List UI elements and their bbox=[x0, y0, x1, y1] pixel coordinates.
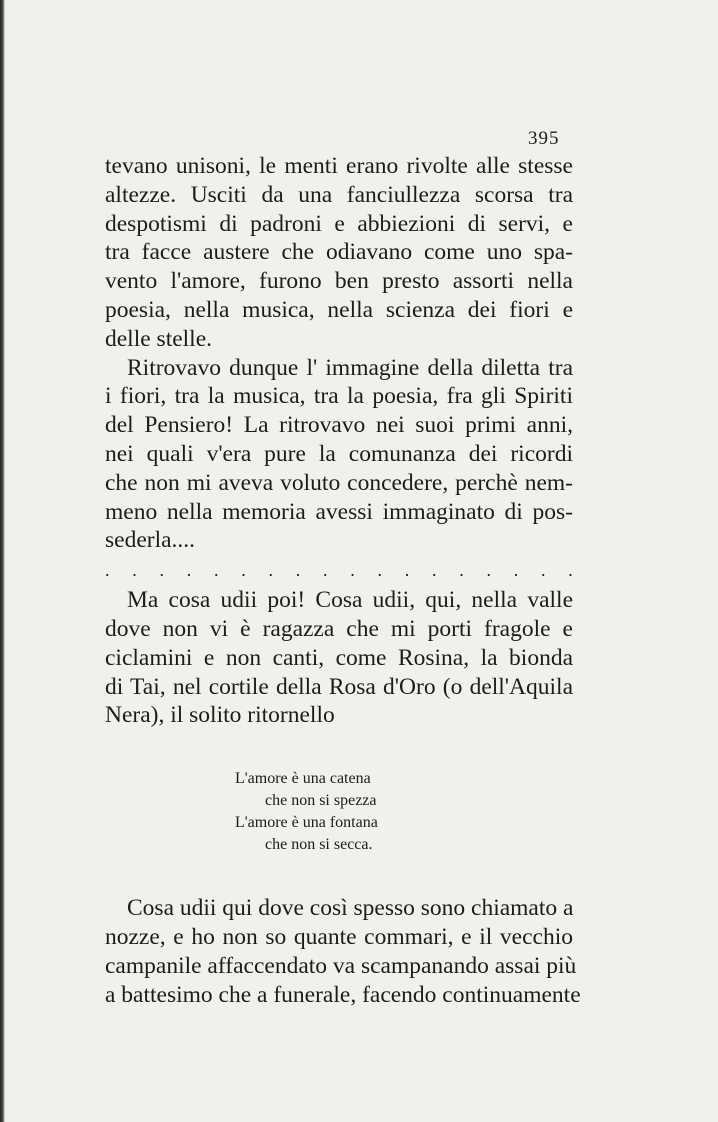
separator-dot: . bbox=[568, 560, 573, 581]
text-line: altezze. Usciti da una fanciullezza scorsa tra bbox=[105, 181, 573, 208]
text-body bbox=[105, 152, 581, 1009]
text-line: vento l'amore, furono ben presto assorti nella bbox=[105, 268, 573, 295]
paragraph-1 bbox=[105, 152, 573, 354]
separator-dot: . bbox=[404, 560, 410, 581]
paragraph-4 bbox=[105, 894, 581, 1009]
text-line: tra facce austere che odiavano come uno spa- bbox=[105, 239, 573, 266]
separator-dot: . bbox=[486, 560, 491, 581]
separator-dot: . bbox=[513, 560, 519, 581]
text-line: ciclamini e non canti, come Rosina, la bionda bbox=[105, 644, 573, 671]
separator-dot: . bbox=[350, 560, 355, 581]
text-line: meno nella memoria avessi immaginato di pos- bbox=[105, 498, 573, 525]
text-line: nei quali v'era pure la comunanza dei ricordi bbox=[105, 440, 573, 467]
text-line: despotismi di padroni e abbiezioni di servi, e bbox=[105, 210, 573, 237]
text-line: a battesimo che a funerale, facendo continuamente bbox=[105, 981, 581, 1008]
text-line: i fiori, tra la musica, tra la poesia, fra gli Spiriti bbox=[105, 383, 573, 410]
text-line: che non mi aveva voluto concedere, perchè nem- bbox=[105, 469, 573, 496]
text-line: tevano unisoni, le menti erano rivolte alle stesse bbox=[105, 153, 573, 179]
text-line: dove non vi è ragazza che mi porti fragole e bbox=[105, 615, 573, 642]
separator-dot: . bbox=[159, 560, 164, 581]
separator-dot: . bbox=[105, 560, 110, 581]
separator-dot: . bbox=[132, 560, 137, 581]
text-line: sederla.... bbox=[105, 527, 196, 554]
paragraph-2 bbox=[105, 354, 573, 556]
text-line: delle stelle. bbox=[105, 325, 213, 352]
separator-dot: . bbox=[214, 560, 219, 581]
text-line: di Tai, nel cortile della Rosa d'Oro (o dell'Aquila bbox=[105, 673, 573, 700]
verse-line: che non si spezza bbox=[265, 792, 377, 810]
text-line: Nera), il solito ritornello bbox=[105, 702, 335, 729]
separator-dot: . bbox=[459, 560, 464, 581]
verse-quote bbox=[235, 768, 573, 856]
text-line: Cosa udii qui dove così spesso sono chiamato a bbox=[127, 895, 574, 922]
verse-line: L'amore è una catena bbox=[235, 770, 371, 788]
separator-dot: . bbox=[295, 560, 301, 581]
text-line: nozze, e ho non so quante commari, e il vecchio bbox=[105, 923, 573, 950]
separator-dot: . bbox=[377, 560, 382, 581]
paragraph-3 bbox=[105, 586, 573, 730]
page-edge bbox=[0, 0, 5, 1122]
text-line: Ma cosa udii poi! Cosa udii, qui, nella valle bbox=[127, 587, 573, 614]
text-line: del Pensiero! La ritrovavo nei suoi primi anni, bbox=[105, 412, 573, 439]
page-number: 395 bbox=[528, 128, 560, 149]
separator-dot: . bbox=[241, 560, 246, 581]
verse-line: L'amore è una fontana bbox=[235, 814, 378, 832]
text-line: Ritrovavo dunque l' immagine della diletta tra bbox=[127, 354, 573, 381]
text-line: poesia, nella musica, nella scienza dei fiori e bbox=[105, 296, 573, 323]
separator-dot: . bbox=[186, 560, 192, 581]
separator-dot: . bbox=[432, 560, 437, 581]
separator-dot: . bbox=[323, 560, 328, 581]
verse-line: che non si secca. bbox=[265, 836, 373, 854]
separator-dot: . bbox=[541, 560, 546, 581]
text-line: campanile affaccendato va scampanando assai più bbox=[105, 952, 577, 979]
separator-dot: . bbox=[268, 560, 273, 581]
dotted-separator bbox=[105, 560, 573, 581]
